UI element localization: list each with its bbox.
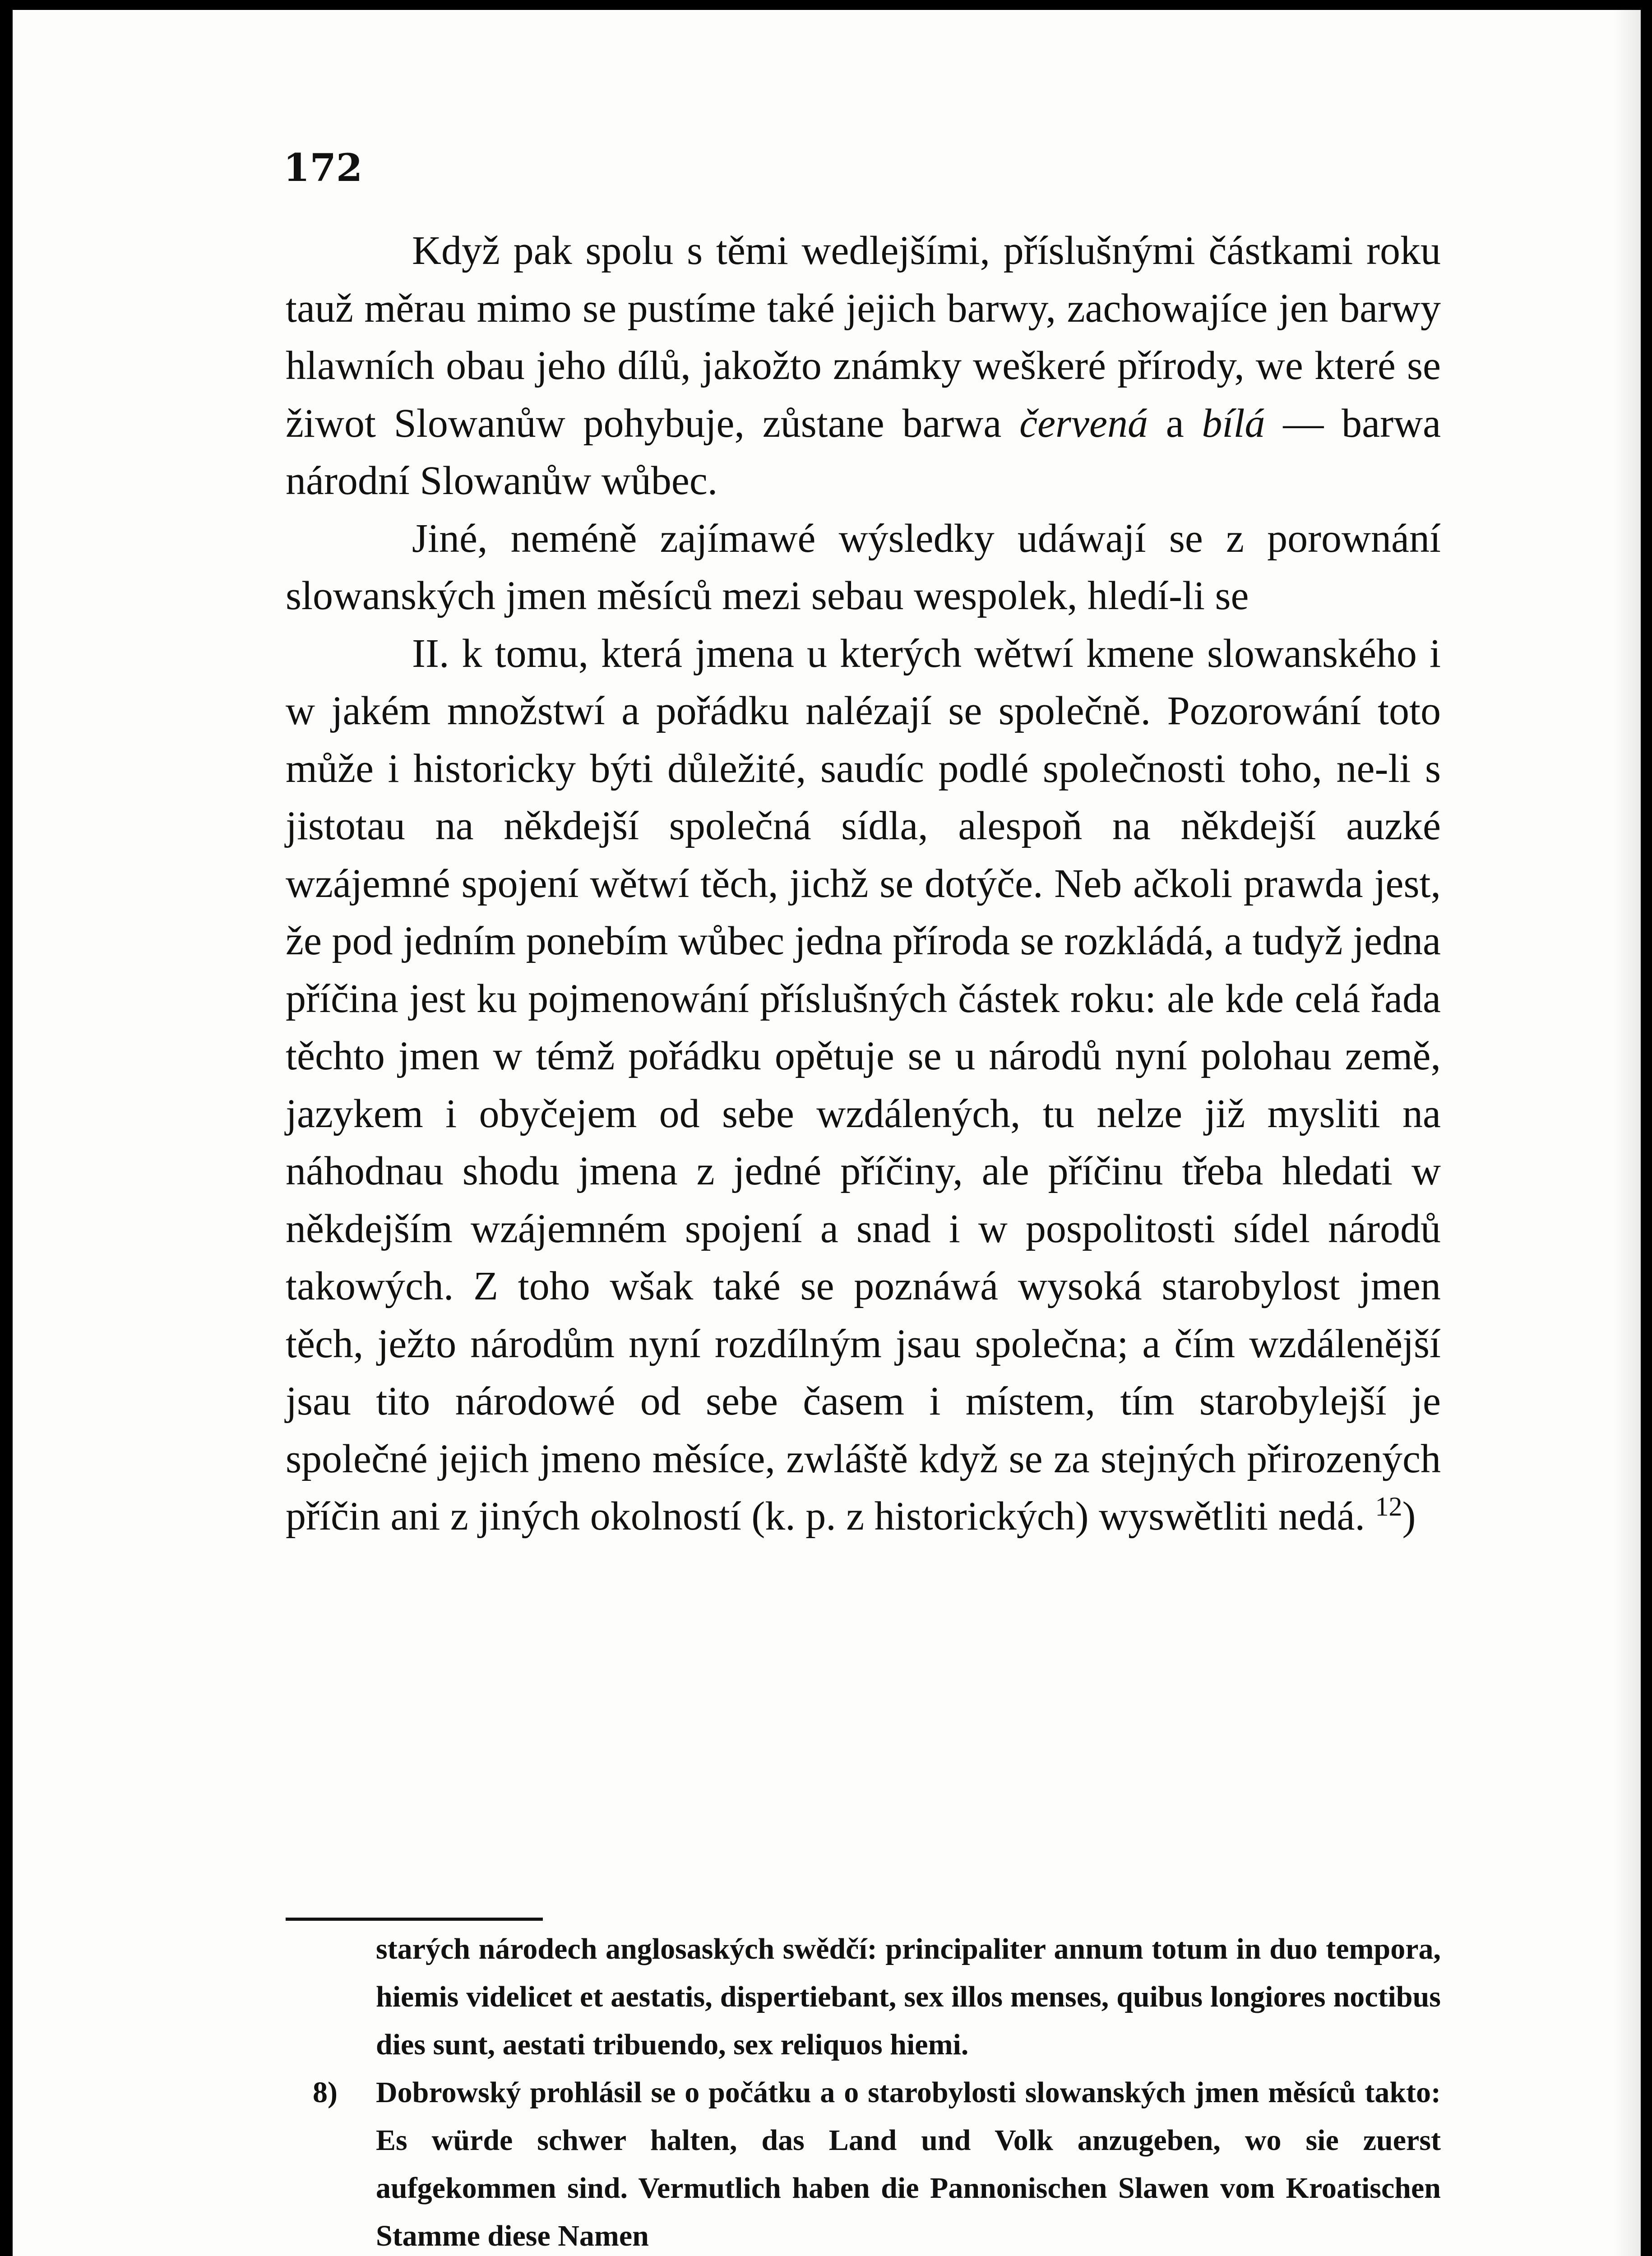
footnote-reference: [1375, 1494, 1416, 1539]
footnote-marker: 8): [313, 2076, 338, 2109]
footnote: [286, 2069, 1441, 2256]
page-number: 172: [283, 145, 363, 190]
paragraph-text: a: [1148, 401, 1202, 446]
emphasis-red: červená: [1019, 401, 1148, 446]
footnotes: [286, 1925, 1441, 2256]
paragraph: [286, 222, 1441, 510]
footnote-ref-paren: ): [1402, 1494, 1416, 1539]
paragraph: Jiné, neméně zajímawé wýsledky udáwají se z porownání slowanských jmen měsíců mezi sebau wespolek, hledí-li se: [286, 516, 1441, 618]
paragraph: [286, 625, 1441, 1545]
footnote-text: Dobrowský prohlásil se o počátku a o starobylosti slowanských jmen měsíců takto: Es würde schwer halten, das Land und Volk anzugeben, wo sie zuerst aufgekommen sind. Vermutlich haben die Pannonischen Slawen vom Kroatischen Stamme diese Namen: [376, 2076, 1441, 2252]
main-text: [286, 222, 1441, 1545]
paragraph-text: II. k tomu, která jmena u kterých wětwí kmene slowanského i w jakém množstwí a pořádku nalézají se společně. Pozorowání toto může i historicky býti důležité, saudíc podlé společnosti toho, ne-li s jistotau na někdejší společná sídla, alespoň na někdejší auzké wzájemné spojení wětwí těch, jichž se dotýče. Neb ačkoli prawda jest, že pod jedním ponebím wůbec jedna příroda se rozkládá, a tudyž jedna příčina jest ku pojmenowání příslušných částek roku: ale kde celá řada těchto jmen w témž pořádku opětuje se u národů nyní polohau země, jazykem i obyčejem od sebe wzdálených, tu nelze již mysliti na náhodnau shodu jmena z jedné příčiny, ale příčinu třeba hledati w někdejším wzájemném spojení a snad i w pospolitosti sídel národů takowých. Z toho wšak také se poznáwá wysoká starobylost jmen těch, ježto národům nyní rozdílným jsau společna; a čím wzdálenější jsau tito národowé od sebe časem i místem, tím starobylejší je společné jejich jmeno měsíce, zwláště když se za stejných přirozených příčin ani z jiných okolností (k. p. z historických) wyswětliti nedá.: [286, 631, 1441, 1539]
paragraph-text: — barwa národní Slowanůw wůbec.: [286, 401, 1441, 503]
book-page: [13, 10, 1641, 2256]
footnote-ref-number: 12: [1375, 1492, 1402, 1521]
footnote-divider: [286, 1918, 543, 1921]
paragraph-text: Když pak spolu s těmi wedlejšími, příslušnými částkami roku tauž měrau mimo se pustíme také jejich barwy, zachowajíce jen barwy hlawních obau jeho dílů, jakožto známky weškeré přírody, we které se žiwot Slowanůw pohybuje, zůstane barwa: [286, 228, 1441, 446]
footnote-continuation: starých národech anglosaských swědčí: principaliter annum totum in duo tempora, hiemis videlicet et aestatis, dispertiebant, sex illos menses, quibus longiores noctibus dies sunt, aestati tribuendo, sex reliquos hiemi.: [376, 1932, 1441, 2061]
emphasis-white: bílá: [1202, 401, 1265, 446]
